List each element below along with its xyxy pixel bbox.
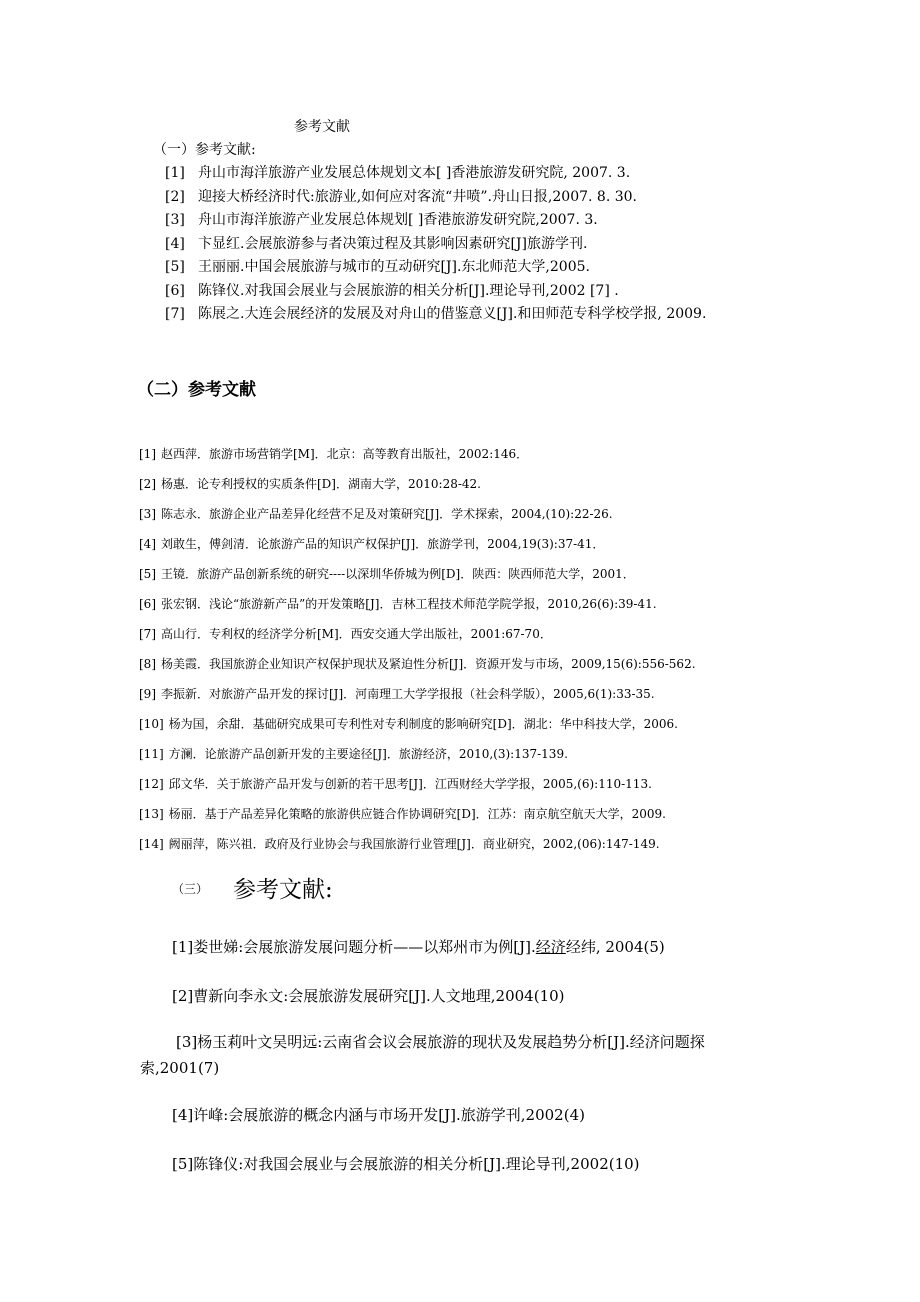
section3-reference-5: [5]陈锋仪:对我国会展业与会展旅游的相关分析[J].理论导刊,2002(10) [172, 1155, 640, 1173]
reference-number: [7] [139, 627, 156, 641]
section3-reference-3-line2: 索,2001(7) [140, 1059, 220, 1077]
section1-reference-item [165, 233, 587, 253]
reference-text: 阙丽萍，陈兴祖．政府及行业协会与我国旅游行业管理[J]．商业研究，2002,(06):147-149. [168, 837, 660, 851]
reference-text: 杨丽．基于产品差异化策略的旅游供应链合作协调研究[D]．江苏：南京航空航天大学，2009. [168, 807, 666, 821]
section1-subtitle: （一）参考文献: [153, 142, 256, 158]
section3-reference-3-line1: [3]杨玉莉叶文吴明远:云南省会议会展旅游的现状及发展趋势分析[J].经济问题探 [176, 1033, 705, 1051]
section1-title: 参考文献 [294, 119, 350, 135]
reference-number: [5] [139, 567, 156, 581]
section3-reference-4: [4]许峰:会展旅游的概念内涵与市场开发[J].旅游学刊,2002(4) [172, 1106, 585, 1124]
section2-reference-item [139, 535, 604, 552]
reference-text: 邱文华．关于旅游产品开发与创新的若干思考[J]．江西财经大学学报，2005,(6):110-113. [168, 777, 652, 791]
section2-reference-item [139, 715, 678, 732]
section3-title: 参考文献: [233, 877, 333, 903]
reference-text: 杨惠．论专利授权的实质条件[D]．湖南大学，2010:28-42. [161, 477, 481, 491]
reference-number: [4] [139, 537, 156, 551]
reference-number: [1] [139, 447, 156, 461]
section2-reference-item [139, 745, 568, 762]
section1-reference-item [165, 303, 706, 323]
reference-number: [2] [139, 477, 156, 491]
section1-reference-item [165, 162, 630, 182]
reference-number: [4] [165, 235, 185, 252]
reference-text: 卞显红.会展旅游参与者决策过程及其影响因素研究[J]旅游学刊. [198, 235, 588, 252]
reference-number: [1] [165, 165, 185, 181]
section1-reference-item [165, 280, 619, 300]
reference-number: [5] [165, 259, 185, 275]
reference-number: [6] [165, 282, 185, 299]
reference-number: [2] [165, 188, 185, 205]
section2-reference-item [139, 505, 613, 522]
section2-reference-item [139, 685, 655, 702]
reference-text: 舟山市海洋旅游产业发展总体规划文本[ ]香港旅游发研究院, 2007. 3. [198, 165, 631, 181]
section1-reference-item [165, 256, 590, 276]
reference-text: 王丽丽.中国会展旅游与城市的互动研究[J].东北师范大学,2005. [198, 259, 590, 275]
reference-text: [1]娄世娣:会展旅游发展问题分析——以郑州市为例[J]. [172, 938, 536, 956]
section2-reference-item [139, 445, 528, 462]
reference-number: [7] [165, 306, 185, 322]
section1-reference-item [165, 209, 598, 229]
section2-reference-item [139, 835, 660, 852]
reference-number: [3] [165, 212, 185, 228]
reference-number: [14] [139, 837, 164, 851]
section2-reference-item [139, 475, 481, 492]
section3-reference-1 [172, 936, 665, 957]
section3-label: （三） [172, 882, 209, 896]
reference-number: [9] [139, 687, 156, 701]
underlined-text: 经济 [535, 938, 566, 956]
section2-reference-item [139, 775, 652, 792]
reference-text-end: 经纬, 2004(5) [565, 938, 665, 956]
reference-number: [13] [139, 807, 164, 821]
section1-reference-item [165, 186, 637, 206]
reference-number: [3] [139, 507, 156, 521]
reference-text: 杨为国，余甜．基础研究成果可专利性对专利制度的影响研究[D]．湖北：华中科技大学，2006. [168, 717, 678, 731]
section2-reference-item [139, 805, 666, 822]
section2-reference-item [139, 625, 552, 642]
reference-number: [12] [139, 777, 164, 791]
reference-text: 方澜．论旅游产品创新开发的主要途径[J]．旅游经济，2010,(3):137-139. [168, 747, 568, 761]
reference-text: 陈锋仪.对我国会展业与会展旅游的相关分析[J].理论导刊,2002 [7] . [198, 282, 619, 299]
reference-text: 赵西萍．旅游市场营销学[M]．北京：高等教育出版社，2002:146． [161, 447, 529, 461]
reference-text: 迎接大桥经济时代:旅游业,如何应对客流“井喷”.舟山日报,2007. 8. 30. [198, 188, 637, 205]
section2-reference-item [139, 655, 696, 672]
section2-reference-item [139, 565, 635, 582]
section2-reference-item [139, 595, 657, 612]
reference-number: [6] [139, 597, 156, 611]
reference-text: 杨美霞．我国旅游企业知识产权保护现状及紧迫性分析[J]．资源开发与市场，2009,15(6):556-562. [161, 657, 696, 671]
section2-title: （二）参考文献 [137, 380, 256, 400]
reference-number: [8] [139, 657, 156, 671]
reference-text: 王镜．旅游产品创新系统的研究----以深圳华侨城为例[D]．陕西：陕西师范大学，2001． [161, 567, 635, 581]
reference-text: 刘敢生，傅剑清．论旅游产品的知识产权保护[J]．旅游学刊，2004,19(3):37-41． [161, 537, 605, 551]
reference-text: 高山行．专利权的经济学分析[M]．西安交通大学出版社，2001:67-70． [161, 627, 552, 641]
reference-text: 张宏钢．浅论“旅游新产品”的开发策略[J]．吉林工程技术师范学院学报，2010,26(6):39-41. [161, 597, 657, 611]
reference-text: 舟山市海洋旅游产业发展总体规划[ ]香港旅游发研究院,2007. 3. [198, 212, 598, 228]
reference-text: 李振新．对旅游产品开发的探讨[J]．河南理工大学学报报（社会科学版），2005,6(1):33-35. [161, 687, 655, 701]
reference-number: [11] [139, 747, 164, 761]
reference-text: 陈展之.大连会展经济的发展及对舟山的借鉴意义[J].和田师范专科学校学报, 2009. [198, 306, 707, 322]
section3-reference-2: [2]曹新向李永文:会展旅游发展研究[J].人文地理,2004(10) [172, 987, 565, 1005]
reference-text: 陈志永．旅游企业产品差异化经营不足及对策研究[J]．学术探索，2004,(10):22-26. [161, 507, 613, 521]
reference-number: [10] [139, 717, 164, 731]
